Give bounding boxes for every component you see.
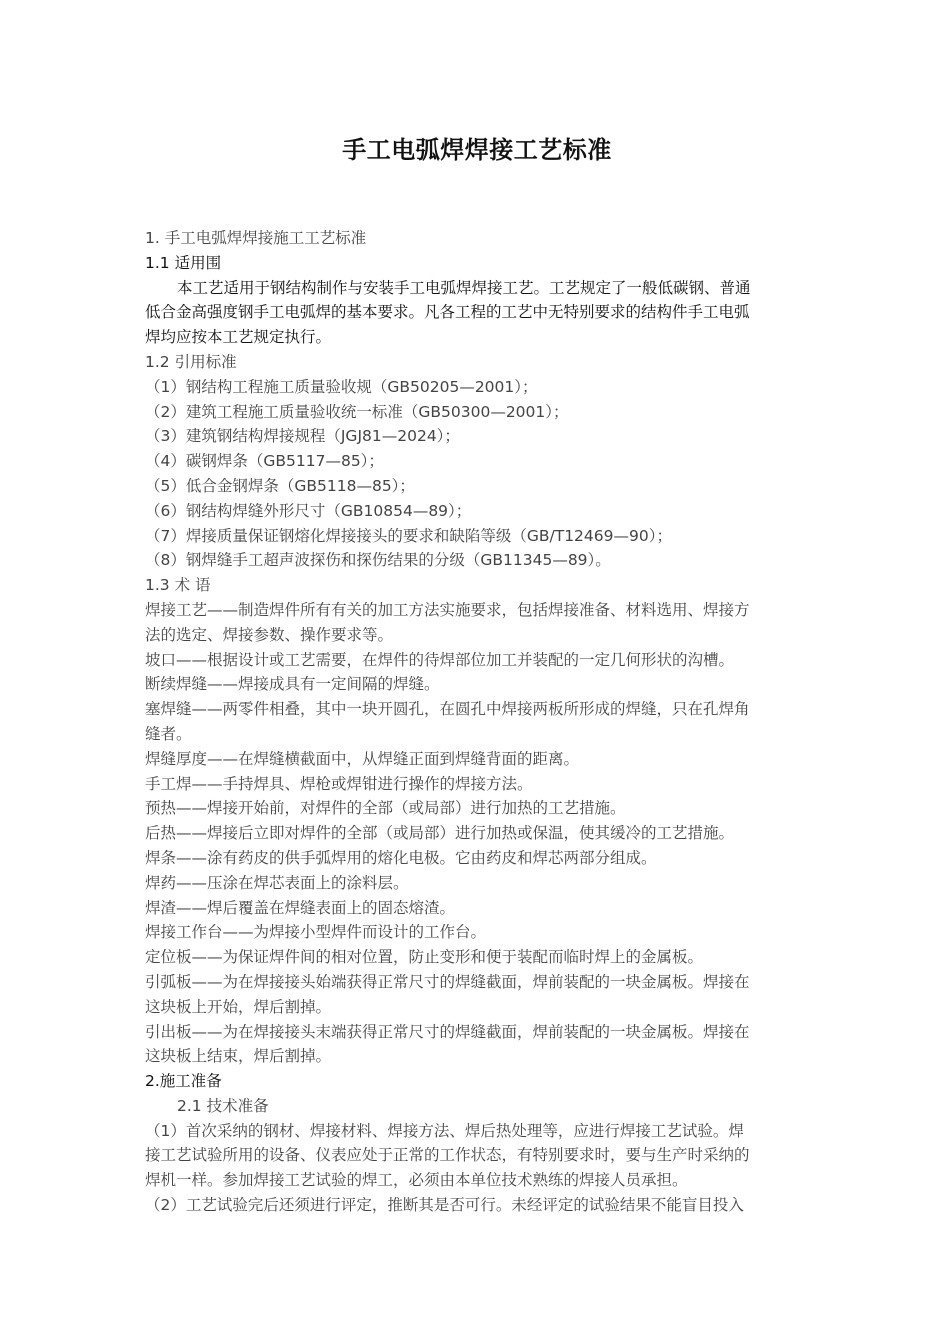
text-line: （1）钢结构工程施工质量验收规（GB50205—2001）； — [145, 377, 538, 396]
text-line: 这块板上开始，焊后割掉。 — [145, 997, 332, 1016]
text-line: 手工焊——手持焊具、焊枪或焊钳进行操作的焊接方法。 — [145, 774, 533, 793]
text-line: 1.3 术 语 — [145, 576, 211, 595]
text-line: 焊均应按本工艺规定执行。 — [145, 328, 332, 347]
text-line: 1.2 引用标准 — [145, 352, 237, 371]
text-line: （1）首次采纳的钢材、焊接材料、焊接方法、焊后热处理等，应进行焊接工艺试验。焊 — [145, 1121, 744, 1140]
text-line: 引弧板——为在焊接接头始端获得正常尺寸的焊缝截面，焊前装配的一块金属板。焊接在 — [145, 972, 750, 991]
text-line: （4）碳钢焊条（GB5117—85）； — [145, 452, 384, 471]
text-line: （8）钢焊缝手工超声波探伤和探伤结果的分级（GB11345—89）。 — [145, 551, 611, 570]
text-line: 引出板——为在焊接接头末端获得正常尺寸的焊缝截面，焊前装配的一块金属板。焊接在 — [145, 1022, 750, 1041]
text-line: 接工艺试验所用的设备、仪表应处于正常的工作状态，有特别要求时，要与生产时采纳的 — [145, 1146, 750, 1165]
text-line: 焊机一样。参加焊接工艺试验的焊工，必须由本单位技术熟练的焊接人员承担。 — [145, 1171, 688, 1190]
text-line: 塞焊缝——两零件相叠，其中一块开圆孔，在圆孔中焊接两板所形成的焊缝，只在孔焊角 — [145, 700, 750, 719]
text-line: 定位板——为保证焊件间的相对位置，防止变形和便于装配而临时焊上的金属板。 — [145, 948, 704, 967]
text-line: 焊渣——焊后覆盖在焊缝表面上的固态熔渣。 — [145, 898, 456, 917]
text-line: 焊条——涂有药皮的供手弧焊用的熔化电极。它由药皮和焊芯两部分组成。 — [145, 848, 657, 867]
text-line: 断续焊缝——焊接成具有一定间隔的焊缝。 — [145, 675, 440, 694]
text-line: 2.施工准备 — [145, 1072, 222, 1091]
text-line: 焊接工艺——制造焊件所有有关的加工方法实施要求，包括焊接准备、材料选用、焊接方 — [145, 600, 750, 619]
text-line: 坡口——根据设计或工艺需要，在焊件的待焊部位加工并装配的一定几何形状的沟槽。 — [145, 650, 735, 669]
text-line: 缝者。 — [145, 724, 192, 743]
text-line: （6）钢结构焊缝外形尺寸（GB10854—89）； — [145, 501, 472, 520]
document-title: 手工电弧焊焊接工艺标准 — [342, 136, 612, 164]
text-line: （7）焊接质量保证钢熔化焊接接头的要求和缺陷等级（GB/T12469—90）； — [145, 526, 672, 545]
text-line: 本工艺适用于钢结构制作与安装手工电弧焊焊接工艺。工艺规定了一般低碳钢、普通 — [177, 278, 751, 297]
text-line: （3）建筑钢结构焊接规程（JGJ81—2024）； — [145, 427, 460, 446]
text-line: （2）工艺试验完后还须进行评定，推断其是否可行。未经评定的试验结果不能盲目投入 — [145, 1196, 744, 1215]
text-line: 焊缝厚度——在焊缝横截面中，从焊缝正面到焊缝背面的距离。 — [145, 749, 580, 768]
text-line: 1. 手工电弧焊焊接施工工艺标准 — [145, 229, 367, 247]
text-line: 低合金高强度钢手工电弧焊的基本要求。凡各工程的工艺中无特别要求的结构件手工电弧 — [145, 303, 750, 322]
text-line: （5）低合金钢焊条（GB5118—85）； — [145, 476, 415, 495]
document-body — [145, 226, 809, 1218]
text-line: （2）建筑工程施工质量验收统一标准（GB50300—2001）； — [145, 402, 569, 421]
text-line: 2.1 技术准备 — [177, 1096, 269, 1115]
text-line: 预热——焊接开始前，对焊件的全部（或局部）进行加热的工艺措施。 — [145, 799, 626, 818]
text-line: 后热——焊接后立即对焊件的全部（或局部）进行加热或保温，使其缓冷的工艺措施。 — [145, 824, 735, 843]
text-line: 1.1 适用围 — [145, 253, 222, 272]
text-line: 这块板上结束，焊后割掉。 — [145, 1047, 332, 1066]
text-line: 焊药——压涂在焊芯表面上的涂料层。 — [145, 873, 409, 892]
text-line: 法的选定、焊接参数、操作要求等。 — [145, 625, 394, 644]
text-line: 焊接工作台——为焊接小型焊件而设计的工作台。 — [145, 923, 487, 942]
